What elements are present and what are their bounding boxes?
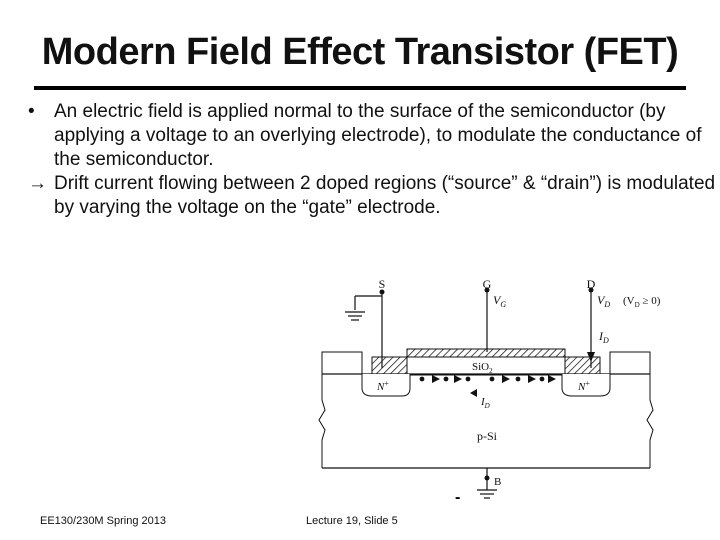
footer-slide-number: Lecture 19, Slide 5 [306, 515, 398, 527]
field-oxide-left [372, 357, 407, 375]
bullet-text: Drift current flowing between 2 doped regions (“source” & “drain”) is modulated by varying the voltage on the “gate” electrode. [54, 173, 716, 218]
source-n-plus-label: N+ [377, 379, 389, 393]
footer-course: EE130/230M Spring 2013 [40, 515, 166, 527]
drain-n-plus-label: N+ [578, 379, 590, 393]
gate-voltage-label: $V_G$ [493, 293, 507, 309]
bullet-icon: • [28, 101, 35, 122]
isolation-right [610, 352, 650, 374]
slide-title: Modern Field Effect Transistor (FET) [41, 31, 679, 73]
drain-label: D [586, 277, 596, 291]
channel-current-label: $I_D$ [481, 396, 490, 410]
stray-mark: - [455, 489, 461, 506]
oxide-label: SiO$_2$ [472, 361, 493, 375]
body-label: B [494, 476, 502, 488]
drain-current-label: $I_D$ [599, 329, 609, 345]
arrow-icon: → [28, 173, 47, 194]
channel-carriers [420, 375, 556, 383]
drain-voltage-label: $V_D$ [597, 293, 611, 309]
source-label: S [378, 277, 386, 291]
substrate-left-edge [319, 374, 325, 468]
gate-label: G [482, 277, 492, 291]
substrate-right-edge [647, 374, 653, 468]
ground-icon [345, 296, 382, 320]
isolation-left [322, 352, 362, 374]
gate-electrode [407, 349, 565, 357]
substrate-label: p-Si [476, 429, 498, 443]
channel-current-arrow-icon [470, 389, 477, 397]
bullet-text: An electric field is applied normal to the surface of the semiconductor (by applying a voltage to an overlying electrode), to modulate the conductance of the semiconductor. [54, 101, 702, 170]
drain-voltage-condition: $(V_D \ge 0)$ [623, 295, 661, 309]
field-oxide-right [565, 357, 600, 375]
